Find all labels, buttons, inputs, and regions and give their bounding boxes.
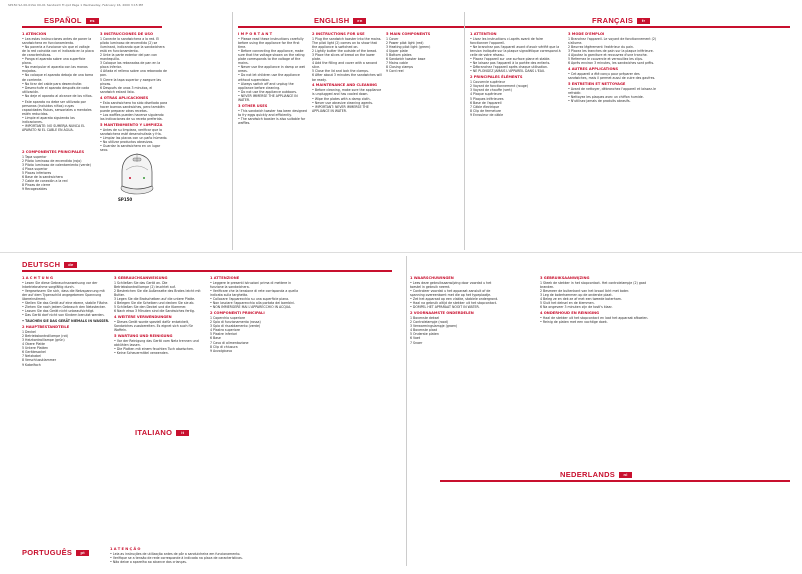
paragraph: • Lesen Sie diese Gebrauchsanweisung vor der Inbetriebnahme sorgfältig durch. • Vergewissern Sie sich, dass die Netzspannung mit der auf dem Typenschild angegebenen Spannung übereinstimmt. • Stellen Sie das Gerät auf eine ebene, stabile Fläche. • Ziehen Sie nach jedem Gebrauch den Netzstecker. • Lassen Sie das Gerät nicht unbeaufsichtigt. • Das Gerät darf nicht von Kindern benutzt werden.: [22, 280, 109, 318]
section-heading: 3 GEBRAUCHSANWEISUNG: [114, 275, 168, 280]
section-heading: 1 ATTENTION: [470, 31, 497, 36]
section-heading: 2 COMPONENTI PRINCIPALI: [210, 310, 265, 315]
language-badge: de: [64, 262, 77, 268]
section-heading: 2 VOORNAAMSTE ONDERDELEN: [410, 310, 474, 315]
paragraph: • Cet appareil a été conçu pour préparer des sandwiches, mais il permet aussi de cuire des gaufres.: [568, 71, 656, 81]
section-heading: I M P O R T A N T: [238, 31, 273, 36]
print-header: SP150 SA 00-01SA 00-01 Sandwich Fr.qxd Page 1 Wednesday, February 16, 2000 3:15 PM: [8, 3, 144, 7]
language-badge: nl: [619, 472, 632, 478]
page-divider: [0, 252, 802, 253]
paragraph: • Please read these instructions carefully before using the appliance for the first time. • Before connecting the appliance, make sure that the voltage shown on the rating plate corresponds to the voltage of the mains. • Never use the appliance in damp or wet areas. • Do not let children use the appliance without supervision. • Always switch off and unplug the appliance before cleaning. • Do not use the appliance outdoors. • NEVER IMMERSE THE APPLIANCE IN WATER.: [238, 36, 305, 102]
language-badge: pt: [76, 550, 89, 556]
components-list: 1 Bovenste deksel 2 Controlelampje (rood) 3 Verwarmingslampje (groen) 4 Bovenste plaat 5 Onderste platen 6 Voet 7 Snoer: [410, 315, 458, 345]
italian-title: ITALIANO it: [135, 428, 189, 437]
section-heading: 5 ENTRETIEN ET NETTOYAGE: [568, 81, 626, 86]
dutch-column-2: [540, 274, 660, 464]
spanish-components: [22, 148, 112, 240]
section-heading: 3 MODE D'EMPLOI: [568, 31, 605, 36]
section-heading: 1 A T E N Ç Ã O: [110, 546, 141, 551]
section-heading: 4 AUTRES APPLICATIONS: [568, 66, 619, 71]
paragraph: 1 Branchez l'appareil. Le voyant de fonctionnement (2) s'allume. 2 Beurrez légèrement l'extérieur du pain. 3 Placez les tranches de pain sur la plaque inférieure. 4 Ajoutez la garniture et recouvrez d'une tranche. 5 Refermez le couvercle et verrouillez les clips. 6 Après environ 3 minutes, les sandwiches sont prêts.: [568, 36, 657, 66]
paragraph: • Lea estas instrucciones antes de poner la sandwichera en funcionamiento. • No ponerla a funcionar sin que el voltaje de la red coincida con el indicado en la placa de características. • Ponga el aparato sobre una superficie plana. • No manipular el aparato con las manos mojadas. • No coloque el aparato debajo de una toma de corriente. • No tirar del cable para desenchufar. • Desenchufe el aparato después de cada utilización. • No deje el aparato al alcance de los niños.: [22, 36, 94, 98]
language-badge: en: [353, 18, 366, 24]
language-badge: it: [176, 430, 189, 436]
section-heading: 5 MAIN COMPONENTS: [386, 31, 431, 36]
paragraph: 1 Steek de stekker in het stopcontact. Het controlelampje (2) gaat branden. 2 Besmeer de buitenkant van het brood licht met boter. 3 Leg de boterhammen op de onderste plaat. 4 Beleg ze en dek ze af met een tweede boterham. 5 Sluit het deksel en de klemmen. 6 Na ongeveer 3 minuten zijn de tosti's klaar.: [540, 280, 646, 310]
section-rule: [470, 26, 790, 28]
components-list: 1 Coperchio superiore 2 Spia di funzionamento (rossa) 3 Spia di riscaldamento (verde) 4 Piastra superiore 5 Piastre inferiori 6 Base 7 Cavo di alimentazione 8 Clip di chiusura 9 Avvolgicavo: [210, 315, 261, 353]
english-components: [386, 30, 431, 245]
paragraph: • Leggere le presenti istruzioni prima di mettere in funzione la sandwichera. • Verificare che la tensione di rete corrisponda a quella indicata sulla targhetta. • Collocare l'apparecchio su una superficie piana. • Non lasciare l'apparecchio alla portata dei bambini. • NON IMMERGERE MAI L'APPARECCHIO IN ACQUA.: [210, 280, 299, 310]
section-heading: 3 INSTRUCCIONES DE USO: [100, 31, 154, 36]
german-column-1: [22, 274, 110, 539]
paragraph: • Este aparato no debe ser utilizado por personas (incluidos niños) cuyas capacidades físicas, sensoriales o mentales estén reducidas. • Limpie el aparato siguiendo las indicaciones. • IMPORTANTE: NO SUMERJA NUNCA EL APARATO NI EL CABLE EN AGUA.: [22, 99, 92, 133]
components-list: 1 Deckel 2 Betriebskontrolllampe (rot) 3 Heizkontrolllampe (grün) 4 Obere Platte 5 Untere Platten 6 Gerätesockel 7 Netzkabel 8 Verschlussklammer 9 Kabelfach: [22, 329, 69, 367]
spanish-title: ESPAÑOL es: [44, 16, 99, 25]
section-heading: 2 PRINCIPALES ÉLÉMENTS: [470, 75, 523, 80]
paragraph: • Lisez les instructions ci-après avant de faire fonctionner l'appareil. • Ne branchez pas l'appareil avant d'avoir vérifié que la tension indiquée sur la plaque signalétique correspond à celle de votre réseau. • Placez l'appareil sur une surface plane et stable. • Ne laissez pas l'appareil à la portée des enfants. • Débranchez l'appareil après chaque utilisation. • NE PLONGEZ JAMAIS L'APPAREIL DANS L'EAU.: [470, 36, 561, 74]
section-heading: 4 ONDERHOUD EN REINIGING: [540, 310, 600, 315]
paragraph: • Avant de nettoyer, débranchez l'appareil et laissez-le refroidir. • Nettoyez les plaques avec un chiffon humide. • N'utilisez jamais de produits abrasifs.: [568, 86, 656, 104]
section-heading: 1 A C H T U N G: [22, 275, 54, 280]
section-heading: 2 INSTRUCTIONS FOR USE: [312, 31, 365, 36]
paragraph: • Vor der Reinigung das Gerät vom Netz trennen und abkühlen lassen. • Die Platten mit einem feuchten Tuch abwischen. • Keine Scheuermittel verwenden.: [114, 339, 199, 356]
italian-column-1: [210, 274, 300, 539]
dutch-column-1: [410, 274, 500, 539]
portuguese-column: [110, 545, 310, 573]
section-heading: 4 WEITERE VERWENDUNGEN: [114, 314, 172, 319]
sandwich-toaster-illustration: [118, 148, 156, 196]
column-divider: [232, 12, 233, 250]
paragraph: • TAUCHEN SIE DAS GERÄT NIEMALS IN WASSER.: [22, 319, 110, 324]
paragraph: • Lees deze gebruiksaanwijzing door voordat u het toestel in gebruik neemt. • Controleer voordat u het apparaat aansluit of de spanning overeenkomt met die op het typeplaatje. • Zet het apparaat op een vlakke, stabiele ondergrond. • Haal na gebruik altijd de stekker uit het stopcontact. • DOMPEL HET APPARAAT NOOIT IN WATER.: [410, 280, 499, 310]
section-heading: 4 OTRAS APLICACIONES: [100, 95, 149, 100]
paragraph: • Esta sandwichera ha sido diseñada para hacer buenos sandwiches, pero también puede preparar otras recetas. • Los waffles pueden hacerse siguiendo las indicaciones de su receta preferida.: [100, 100, 168, 121]
german-title: DEUTSCH de: [22, 260, 77, 269]
english-column-1: [238, 30, 308, 245]
french-title: FRANÇAIS fr: [592, 16, 650, 25]
components-list: 1 Couvercle supérieur 2 Voyant de fonctionnement (rouge) 3 Voyant de chauffe (vert) 4 Plaque supérieure 5 Plaques inférieures 6 Base de l'appareil 7 Câble électrique 8 Clip de fermeture 9 Enrouleur de câble: [470, 80, 529, 117]
column-divider: [406, 256, 407, 566]
section-rule: [22, 270, 392, 272]
model-label: SP150: [118, 197, 133, 202]
language-badge: es: [86, 18, 99, 24]
paragraph: • Leia as instruções de utilização antes de pôr a sanduicheira em funcionamento. • Verifique se a tensão de rede corresponde à indicada na placa de características. • Não deixe o aparelho ao alcance das crianças.: [110, 551, 243, 564]
section-heading: 5 WARTUNG UND REINIGUNG: [114, 333, 173, 338]
french-column-2: [568, 30, 660, 245]
section-heading: 5 MANTENIMIENTO Y LIMPIEZA: [100, 122, 163, 127]
spanish-column-1: [22, 30, 94, 145]
components-list: 1 Cover 2 Power pilot light (red) 3 Heating pilot light (green) 4 Upper plate 5 Bottom plates 6 Sandwich toaster base 7 Mains cable 8 Closing clamps 9 Cord reel: [386, 36, 431, 74]
section-heading: 1 WAARSCHUWINGEN: [410, 275, 454, 280]
german-column-2: [114, 274, 202, 539]
french-column-1: [470, 30, 562, 245]
paragraph: 1 Plug the sandwich toaster into the mains. The pilot light (2) comes on to show that the appliance is switched on. 2 Lightly butter the outside of the bread. 3 Place the slices of bread on the lower plate. 4 Add the filling and cover with a second slice. 5 Close the lid and lock the clamps. 6 After about 3 minutes the sandwiches will be ready.: [312, 36, 382, 82]
components-list: 1 Tapa superior 2 Piloto luminoso de encendido (rojo) 3 Piloto luminoso de calentamiento (verde) 4 Placa superior 5 Placas inferiores 6 Base de la sandwichera 7 Cable de conexión a la red 8 Pinzas de cierre 9 Recogecables: [22, 154, 91, 192]
portuguese-title: PORTUGUÊS pt: [22, 548, 89, 557]
paragraph: 1 Conecte la sandwichera a la red. El piloto luminoso de encendido (2) se iluminará, indicando que la sandwichera está en funcionamiento. 2 Unte la parte exterior del pan con mantequilla. 3 Coloque las rebanadas de pan en la placa inferior. 4 Añada el relleno sobre una rebanada de pan. 5 Cierre la tapa superior y asegure las pinzas. 6 Después de unos 3 minutos, el sandwich estará listo.: [100, 36, 167, 94]
column-divider: [464, 12, 465, 250]
language-badge: fr: [637, 18, 650, 24]
section-heading: 3 OTHER USES: [238, 103, 268, 108]
section-heading: 3 GEBRUIKSAANWIJZING: [540, 275, 590, 280]
section-rule: [22, 26, 162, 28]
section-heading: 1 ATTENZIONE: [210, 275, 240, 280]
paragraph: • Antes de su limpieza, verificar que la sandwichera esté desenchufada y fría. • Limpiar las placas con un paño húmedo. • No utilizar productos abrasivos. • Guardar la sandwichera en un lugar seco.: [100, 127, 168, 153]
dutch-title: NEDERLANDS nl: [560, 470, 632, 479]
paragraph: • Before cleaning, make sure the appliance is unplugged and has cooled down. • Wipe the plates with a damp cloth. • Never use abrasive cleaning agents. • IMPORTANT: NEVER IMMERSE THE APPLIANCE IN WATER.: [312, 88, 382, 113]
english-column-2: [312, 30, 382, 245]
paragraph: • This sandwich toaster has been designed to fry eggs quickly and efficiently. • The sandwich toaster is also suitable for waffles.: [238, 108, 307, 126]
paragraph: • Haal de stekker uit het stopcontact en laat het apparaat afkoelen. • Reinig de platen met een vochtige doek.: [540, 315, 649, 325]
section-heading: 4 MAINTENANCE AND CLEANING: [312, 83, 377, 88]
section-heading: 2 HAUPTBESTANDTEILE: [22, 324, 70, 329]
paragraph: • Dieses Gerät wurde speziell dafür entwickelt, Sandwiches zuzubereiten. Es eignet sich auch für Waffeln.: [114, 320, 193, 333]
section-heading: 2 COMPONENTES PRINCIPALES: [22, 149, 85, 154]
english-title: ENGLISH en: [314, 16, 366, 25]
section-heading: 1 ATENCION: [22, 31, 47, 36]
spanish-column-2: [100, 30, 168, 153]
paragraph: 1 Schließen Sie das Gerät an. Die Betriebskontrolllampe (2) leuchtet auf. 2 Bestreichen Sie die Außenseite des Brotes leicht mit Butter. 3 Legen Sie die Brotscheiben auf die untere Platte. 4 Belegen Sie die Scheiben und decken Sie sie ab. 5 Schließen Sie den Deckel und die Klammer. 6 Nach etwa 3 Minuten sind die Sandwiches fertig.: [114, 280, 201, 314]
